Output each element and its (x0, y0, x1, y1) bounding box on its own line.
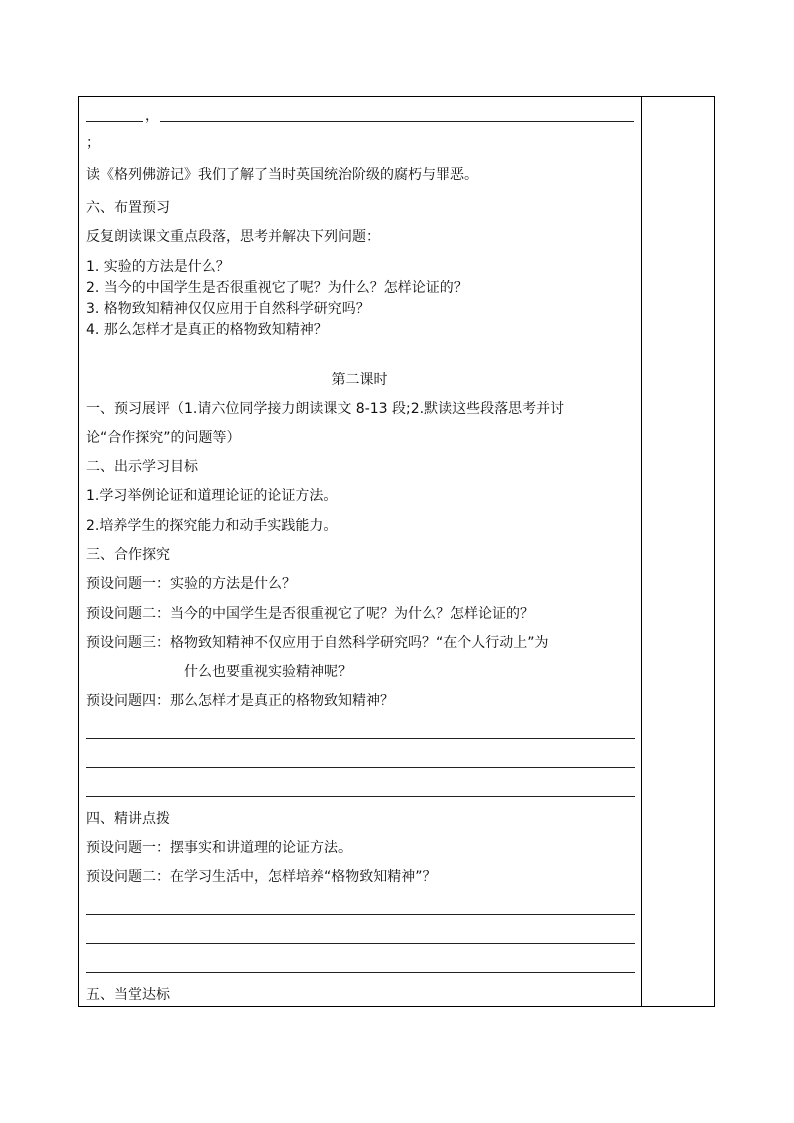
inquiry-question-3: 预设问题三：格物致知精神不仅应用于自然科学研究吗？“在个人行动上”为 (86, 635, 549, 651)
fill-comma: ， (145, 108, 159, 124)
inquiry-question-2: 预设问题二：当今的中国学生是否很重视它了呢？为什么？怎样论证的？ (86, 606, 534, 622)
goal-item: 2.培养学生的探究能力和动手实践能力。 (86, 518, 338, 534)
section-2-heading: 二、出示学习目标 (86, 459, 198, 475)
section-4-heading: 四、精讲点拨 (86, 811, 170, 827)
answer-line (86, 914, 635, 915)
section-6-heading: 六、布置预习 (86, 200, 170, 216)
inquiry-question-1: 预设问题一：实验的方法是什么？ (86, 576, 296, 592)
answer-line (86, 738, 635, 739)
preview-question: 2. 当今的中国学生是否很重视它了呢？为什么？怎样论证的？ (86, 280, 468, 296)
section-1-line-2: 论“合作探究”的问题等） (86, 430, 241, 446)
preview-question: 1. 实验的方法是什么？ (86, 259, 230, 275)
preview-question: 4. 那么怎样才是真正的格物致知精神？ (86, 322, 328, 338)
second-lesson-title: 第二课时 (331, 372, 388, 388)
answer-line (86, 943, 635, 944)
section-1-line-1: 一、预习展评（1.请六位同学接力朗读课文 8-13 段;2.默读这些段落思考并讨 (86, 401, 565, 417)
column-divider (641, 96, 642, 1007)
blank-line-short (86, 121, 143, 122)
section-3-heading: 三、合作探究 (86, 547, 170, 563)
explain-question-2: 预设问题二：在学习生活中，怎样培养“格物致知精神”？ (86, 869, 437, 885)
answer-line (86, 767, 635, 768)
section-6-intro: 反复朗读课文重点段落，思考并解决下列问题： (86, 229, 380, 245)
preview-question: 3. 格物致知精神仅仅应用于自然科学研究吗？ (86, 301, 370, 317)
answer-line (86, 796, 635, 797)
inquiry-question-3-cont: 什么也要重视实验精神呢？ (184, 664, 352, 680)
answer-line (86, 972, 635, 973)
inquiry-question-4: 预设问题四：那么怎样才是真正的格物致知精神？ (86, 693, 394, 709)
explain-question-1: 预设问题一：摆事实和讲道理的论证方法。 (86, 840, 352, 856)
section-5-heading: 五、当堂达标 (86, 987, 170, 1003)
fill-semicolon: ； (86, 135, 100, 151)
blank-line-long (160, 121, 634, 122)
goal-item: 1.学习举例论证和道理论证的论证方法。 (86, 488, 338, 504)
gulliver-paragraph: 读《格列佛游记》我们了解了当时英国统治阶级的腐朽与罪恶。 (86, 167, 478, 183)
